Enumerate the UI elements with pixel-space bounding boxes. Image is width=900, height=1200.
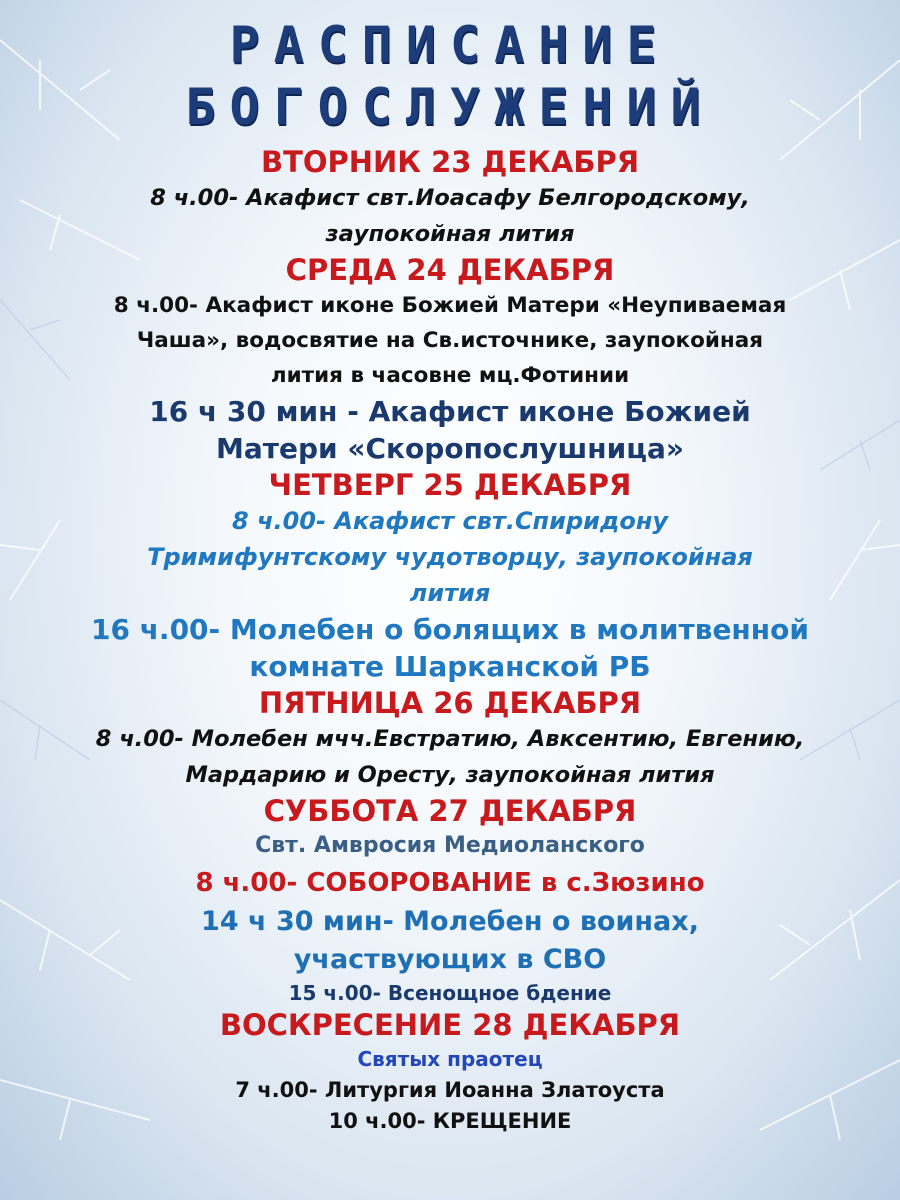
service-line: 16 ч.00- Молебен о болящих в молитвенной: [91, 613, 809, 646]
service-line: 15 ч.00- Всенощное бдение: [288, 981, 612, 1005]
feast-name: Святых праотец: [357, 1047, 543, 1071]
day-heading-sunday: ВОСКРЕСЕНИЕ 28 ДЕКАБРЯ: [219, 1008, 681, 1042]
service-line: участвующих в СВО: [293, 944, 607, 975]
service-line: 10 ч.00- КРЕЩЕНИЕ: [328, 1109, 572, 1133]
service-line: Чаша», водосвятие на Св.источнике, заупокойная: [136, 328, 764, 353]
day-heading-wednesday: СРЕДА 24 ДЕКАБРЯ: [285, 253, 615, 287]
title-line-2: БОГОСЛУЖЕНИЙ: [185, 78, 715, 136]
day-heading-tuesday: ВТОРНИК 23 ДЕКАБРЯ: [260, 145, 640, 179]
service-line: лития: [409, 579, 491, 607]
service-line: 8 ч.00- Молебен мчч.Евстратию, Авксентию, Евгению,: [95, 726, 805, 752]
service-line: комнате Шарканской РБ: [249, 650, 651, 683]
service-line: 14 ч 30 мин- Молебен о воинах,: [201, 906, 699, 937]
service-line: 7 ч.00- Литургия Иоанна Златоуста: [235, 1078, 665, 1102]
service-line: Мардарию и Оресту, заупокойная лития: [185, 762, 715, 788]
service-line: лития в часовне мц.Фотинии: [270, 363, 630, 388]
service-line: Матери «Скоропослушница»: [216, 432, 684, 465]
day-heading-thursday: ЧЕТВЕРГ 25 ДЕКАБРЯ: [268, 468, 632, 502]
service-line: Тримифунтскому чудотворцу, заупокойная: [147, 543, 753, 571]
service-line: 8 ч.00- Акафист свт.Иоасафу Белгородскому,: [150, 185, 750, 211]
day-heading-saturday: СУББОТА 27 ДЕКАБРЯ: [263, 794, 637, 828]
service-line: 8 ч.00- Акафист свт.Спиридону: [231, 507, 669, 535]
day-heading-friday: ПЯТНИЦА 26 ДЕКАБРЯ: [258, 686, 642, 720]
feast-name: Свт. Амвросия Медиоланского: [255, 833, 645, 858]
service-line: 16 ч 30 мин - Акафист иконе Божией: [149, 395, 751, 428]
service-line: 8 ч.00- Акафист иконе Божией Матери «Неупиваемая: [113, 293, 787, 318]
service-line: заупокойная лития: [325, 221, 575, 247]
poster-title: [0, 0, 900, 138]
title-line-1: РАСПИСАНИЕ: [229, 16, 671, 74]
service-line: 8 ч.00- СОБОРОВАНИЕ в с.Зюзино: [195, 868, 705, 898]
